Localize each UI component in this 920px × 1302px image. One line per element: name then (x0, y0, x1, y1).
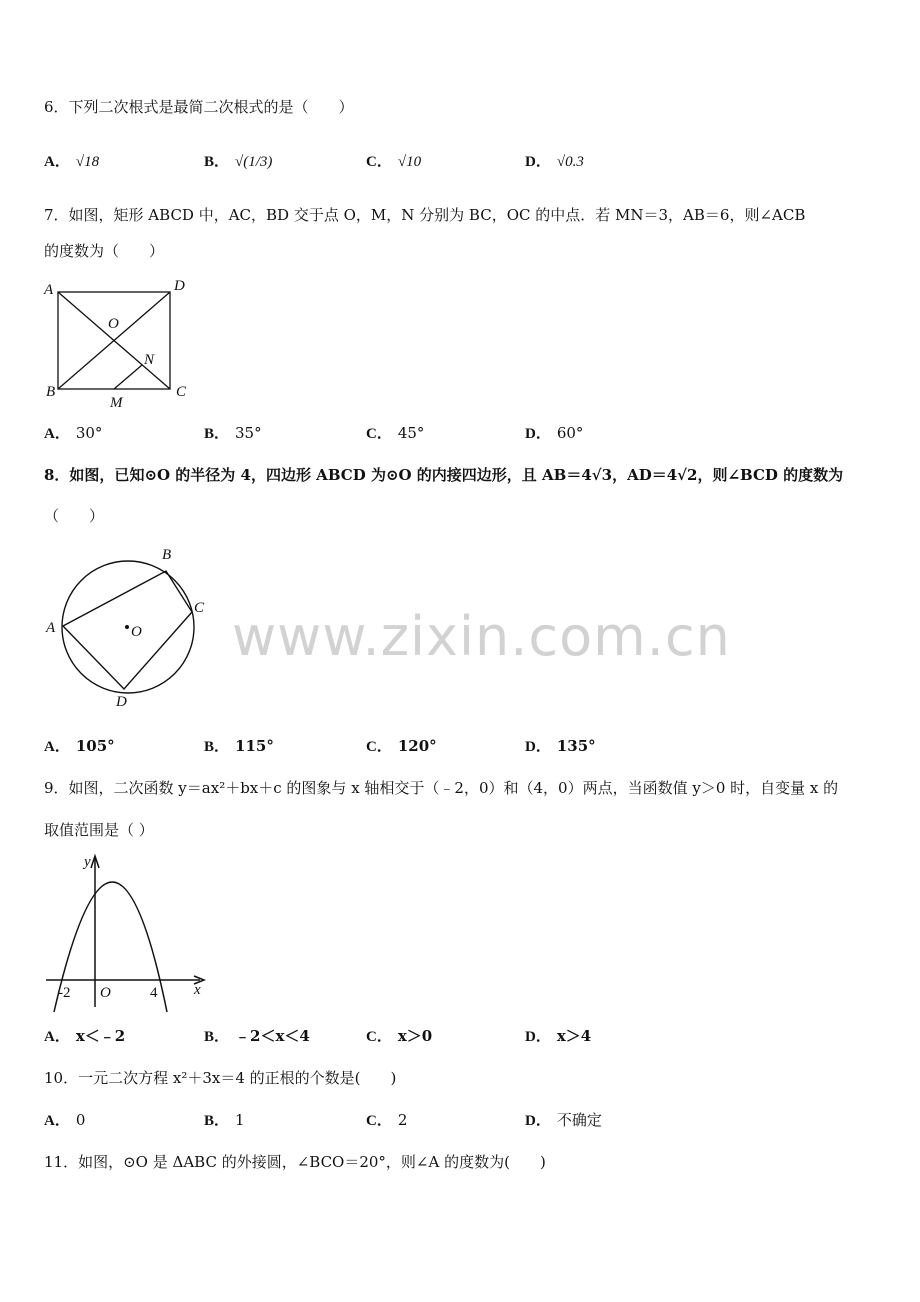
option-d: D． √0.3 (525, 154, 584, 170)
option-d: D． 60° (525, 424, 584, 442)
rectangle-figure (40, 274, 200, 414)
question-9-options (44, 1025, 844, 1051)
option-c: C． 120° (366, 737, 437, 755)
parabola-figure (40, 852, 220, 1017)
label-o: O (100, 985, 111, 1001)
label-o: O (131, 624, 142, 640)
label-neg2: -2 (58, 985, 71, 1001)
question-7-stem-line1: 7．如图，矩形 ABCD 中，AC，BD 交于点 O，M，N 分别为 BC，OC 的中点．若 MN＝3，AB＝6，则∠ACB (44, 206, 806, 224)
option-b: B． ﹣2＜x＜4 (204, 1027, 310, 1045)
question-9-stem-line1: 9．如图，二次函数 y＝ax²＋bx＋c 的图象与 x 轴相交于（﹣2，0）和（4，0）两点，当函数值 y＞0 时，自变量 x 的 (44, 779, 839, 797)
label-d: D (116, 694, 127, 710)
label-m: M (110, 395, 123, 411)
option-c: C． √10 (366, 154, 422, 170)
option-c: C． 2 (366, 1111, 408, 1129)
question-8-stem-line2: （ ） (44, 507, 105, 525)
option-a: A． 30° (44, 424, 103, 442)
circle-figure (40, 540, 220, 715)
option-a: A． 0 (44, 1111, 86, 1129)
option-b: B． 35° (204, 424, 262, 442)
option-d: D． x＞4 (525, 1027, 592, 1045)
label-b: B (162, 547, 172, 563)
label-b: B (46, 384, 56, 400)
option-b: B． 115° (204, 737, 274, 755)
option-b: B． 1 (204, 1111, 245, 1129)
question-6-stem: 6．下列二次根式是最简二次根式的是（ ） (44, 98, 354, 116)
option-b: B． √(1/3) (204, 154, 273, 170)
question-7-stem-line2: 的度数为（ ） (44, 242, 165, 260)
option-a: A． 105° (44, 737, 115, 755)
label-c: C (176, 384, 187, 400)
option-a: A． x＜﹣2 (44, 1027, 126, 1045)
watermark: www.zixin.com.cn (232, 605, 731, 668)
question-10-stem: 10．一元二次方程 x²＋3x＝4 的正根的个数是( ) (44, 1069, 397, 1087)
question-7-options (44, 422, 844, 448)
label-n: N (144, 352, 155, 368)
label-a: A (46, 620, 56, 636)
question-6-options (44, 150, 844, 176)
option-a: A． √18 (44, 154, 100, 170)
option-d: D． 135° (525, 737, 596, 755)
question-10-options (44, 1109, 844, 1135)
label-y: y (84, 854, 91, 870)
question-8-options (44, 735, 844, 761)
label-x: x (194, 982, 201, 998)
question-11-stem: 11．如图，⊙O 是 ΔABC 的外接圆，∠BCO＝20°，则∠A 的度数为( ) (44, 1153, 546, 1171)
label-4: 4 (150, 985, 158, 1001)
label-a: A (44, 282, 54, 298)
label-o: O (108, 316, 119, 332)
option-c: C． x＞0 (366, 1027, 433, 1045)
label-c: C (194, 600, 205, 616)
question-8-stem-line1: 8．如图，已知⊙O 的半径为 4，四边形 ABCD 为⊙O 的内接四边形，且 AB＝4√3，AD＝4√2，则∠BCD 的度数为 (44, 466, 844, 484)
question-9-stem-line2: 取值范围是（ ） (44, 821, 154, 839)
option-d: D． 不确定 (525, 1111, 602, 1129)
label-d: D (174, 278, 185, 294)
option-c: C． 45° (366, 424, 425, 442)
